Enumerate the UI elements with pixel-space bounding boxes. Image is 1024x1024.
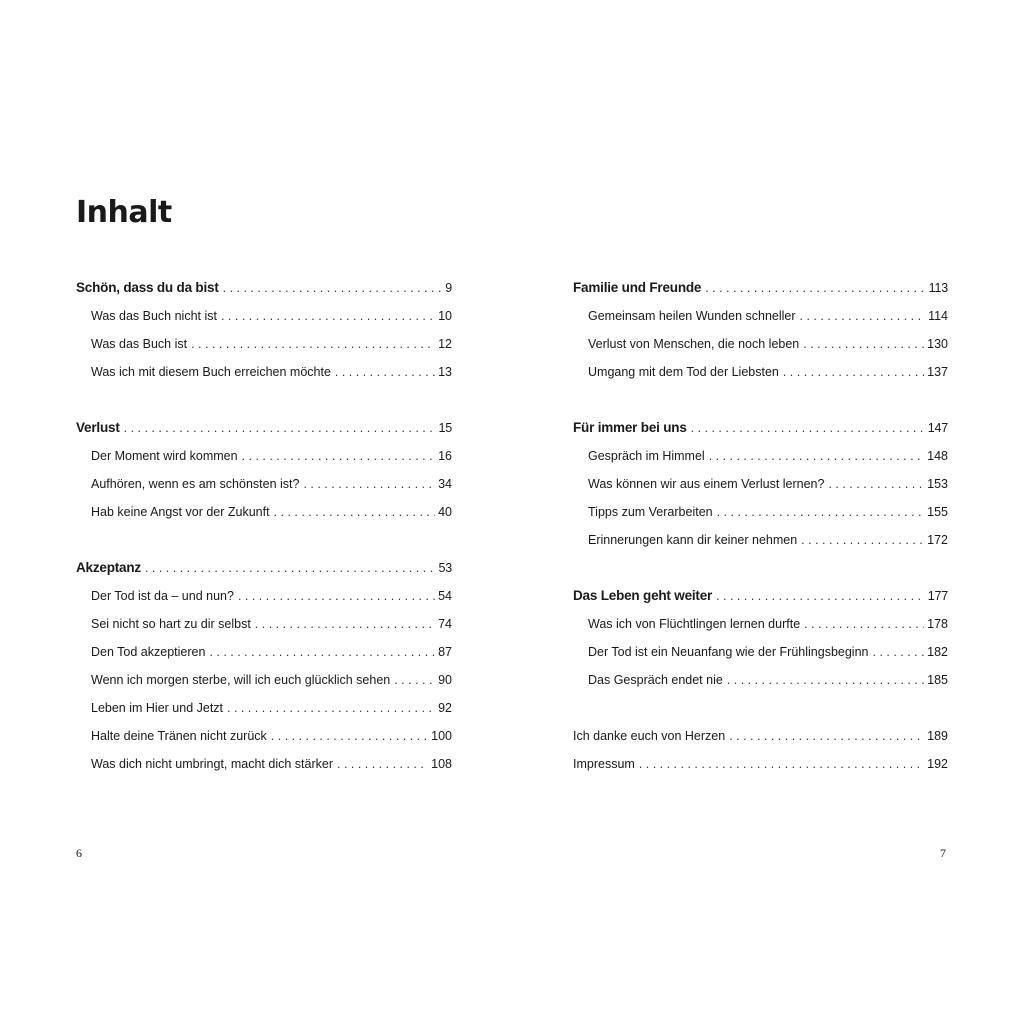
entry-title: Was dich nicht umbringt, macht dich stärker [91, 757, 333, 771]
dot-leader [221, 302, 435, 330]
page-reference: 113 [928, 281, 948, 295]
toc-chapter-row [573, 414, 948, 442]
toc-chapter-row [573, 582, 948, 610]
section-spacer [573, 554, 948, 582]
section-spacer [76, 526, 452, 554]
toc-entry-row [573, 442, 948, 470]
chapter-title: Schön, dass du da bist [76, 280, 219, 295]
section-spacer [573, 386, 948, 414]
chapter-title: Akzeptanz [76, 560, 141, 575]
toc-entry-row [76, 638, 452, 666]
dot-leader [803, 330, 924, 358]
entry-title: Was ich mit diesem Buch erreichen möchte [91, 365, 331, 379]
entry-title: Umgang mit dem Tod der Liebsten [588, 365, 779, 379]
dot-leader [271, 722, 428, 750]
section-spacer [573, 694, 948, 722]
entry-title: Den Tod akzeptieren [91, 645, 206, 659]
toc-entry-row [76, 358, 452, 386]
toc-chapter-row [76, 274, 452, 302]
dot-leader [800, 302, 926, 330]
page-number-right: 7 [940, 846, 946, 860]
page-reference: 189 [927, 729, 948, 743]
entry-title: Was können wir aus einem Verlust lernen? [588, 477, 825, 491]
chapter-title: Verlust [76, 420, 120, 435]
toc-entry-row [573, 638, 948, 666]
toc-entry-row [76, 330, 452, 358]
page-reference: 34 [438, 477, 452, 491]
toc-chapter-row [76, 414, 452, 442]
page-reference: 90 [438, 673, 452, 687]
dot-leader [804, 610, 924, 638]
dot-leader [394, 666, 435, 694]
toc-entry-row [76, 498, 452, 526]
dot-leader [335, 358, 435, 386]
dot-leader [709, 442, 924, 470]
chapter-title: Familie und Freunde [573, 280, 702, 295]
toc-entry-row [573, 470, 948, 498]
page-reference: 114 [928, 309, 948, 323]
dot-leader [705, 274, 925, 302]
toc-entry-row [76, 302, 452, 330]
dot-leader [255, 610, 435, 638]
entry-title: Verlust von Menschen, die noch leben [588, 337, 800, 351]
page-reference: 108 [431, 757, 452, 771]
toc-entry-row [76, 442, 452, 470]
dot-leader [242, 442, 436, 470]
page-reference: 192 [927, 757, 948, 771]
page-number-left: 6 [76, 846, 82, 860]
page-reference: 92 [438, 701, 452, 715]
entry-title: Gespräch im Himmel [588, 449, 705, 463]
dot-leader [124, 414, 436, 442]
dot-leader [729, 722, 924, 750]
page-reference: 9 [445, 281, 452, 295]
page-reference: 182 [927, 645, 948, 659]
entry-title: Das Gespräch endet nie [588, 673, 723, 687]
page-reference: 10 [438, 309, 452, 323]
entry-title: Aufhören, wenn es am schönsten ist? [91, 477, 300, 491]
toc-right-column [573, 274, 948, 778]
entry-title: Was ich von Flüchtlingen lernen durfte [588, 617, 801, 631]
dot-leader [716, 582, 925, 610]
dot-leader [727, 666, 924, 694]
page-reference: 13 [438, 365, 452, 379]
page-reference: 54 [438, 589, 452, 603]
dot-leader [337, 750, 428, 778]
toc-left-column [76, 274, 452, 778]
entry-title: Der Tod ist ein Neuanfang wie der Frühlingsbeginn [588, 645, 869, 659]
dot-leader [783, 358, 924, 386]
entry-title: Wenn ich morgen sterbe, will ich euch glücklich sehen [91, 673, 391, 687]
toc-chapter-row [573, 274, 948, 302]
chapter-title: Das Leben geht weiter [573, 588, 713, 603]
entry-title: Was das Buch nicht ist [91, 309, 217, 323]
page-reference: 155 [927, 505, 948, 519]
toc-entry-row [76, 750, 452, 778]
toc-entry-row [573, 498, 948, 526]
dot-leader [801, 526, 924, 554]
dot-leader [828, 470, 924, 498]
page-reference: 177 [927, 589, 948, 603]
page-reference: 100 [431, 729, 452, 743]
dot-leader [873, 638, 925, 666]
toc-entry-row [76, 722, 452, 750]
toc-chapter-row [76, 554, 452, 582]
page-reference: 147 [927, 421, 948, 435]
page-reference: 74 [438, 617, 452, 631]
dot-leader [639, 750, 924, 778]
toc-entry-row [76, 610, 452, 638]
toc-entry-row [573, 610, 948, 638]
entry-title: Ich danke euch von Herzen [573, 729, 726, 743]
toc-entry-row [76, 582, 452, 610]
dot-leader [238, 582, 435, 610]
entry-title: Halte deine Tränen nicht zurück [91, 729, 267, 743]
toc-entry-row [76, 470, 452, 498]
page-reference: 172 [927, 533, 948, 547]
entry-title: Impressum [573, 757, 635, 771]
toc-entry-row [573, 358, 948, 386]
entry-title: Sei nicht so hart zu dir selbst [91, 617, 251, 631]
page-reference: 178 [927, 617, 948, 631]
entry-title: Tipps zum Verarbeiten [588, 505, 713, 519]
page-reference: 153 [927, 477, 948, 491]
page-title: Inhalt [76, 195, 172, 230]
entry-title: Der Moment wird kommen [91, 449, 238, 463]
dot-leader [191, 330, 435, 358]
section-spacer [76, 386, 452, 414]
entry-title: Erinnerungen kann dir keiner nehmen [588, 533, 798, 547]
page-reference: 40 [438, 505, 452, 519]
toc-entry-row [573, 750, 948, 778]
entry-title: Was das Buch ist [91, 337, 188, 351]
page-reference: 137 [927, 365, 948, 379]
toc-entry-row [76, 694, 452, 722]
entry-title: Leben im Hier und Jetzt [91, 701, 224, 715]
page-reference: 130 [927, 337, 948, 351]
page-reference: 148 [927, 449, 948, 463]
entry-title: Der Tod ist da – und nun? [91, 589, 234, 603]
page-reference: 16 [438, 449, 452, 463]
dot-leader [274, 498, 436, 526]
chapter-title: Für immer bei uns [573, 420, 687, 435]
page-reference: 15 [438, 421, 452, 435]
page-reference: 12 [438, 337, 452, 351]
toc-entry-row [573, 722, 948, 750]
dot-leader [303, 470, 435, 498]
page-reference: 53 [438, 561, 452, 575]
toc-entry-row [573, 330, 948, 358]
dot-leader [717, 498, 925, 526]
entry-title: Hab keine Angst vor der Zukunft [91, 505, 270, 519]
page-reference: 87 [438, 645, 452, 659]
toc-entry-row [573, 302, 948, 330]
toc-entry-row [573, 666, 948, 694]
toc-entry-row [76, 666, 452, 694]
dot-leader [145, 554, 436, 582]
dot-leader [209, 638, 435, 666]
dot-leader [227, 694, 435, 722]
dot-leader [691, 414, 925, 442]
entry-title: Gemeinsam heilen Wunden schneller [588, 309, 796, 323]
toc-entry-row [573, 526, 948, 554]
dot-leader [223, 274, 443, 302]
page-reference: 185 [927, 673, 948, 687]
